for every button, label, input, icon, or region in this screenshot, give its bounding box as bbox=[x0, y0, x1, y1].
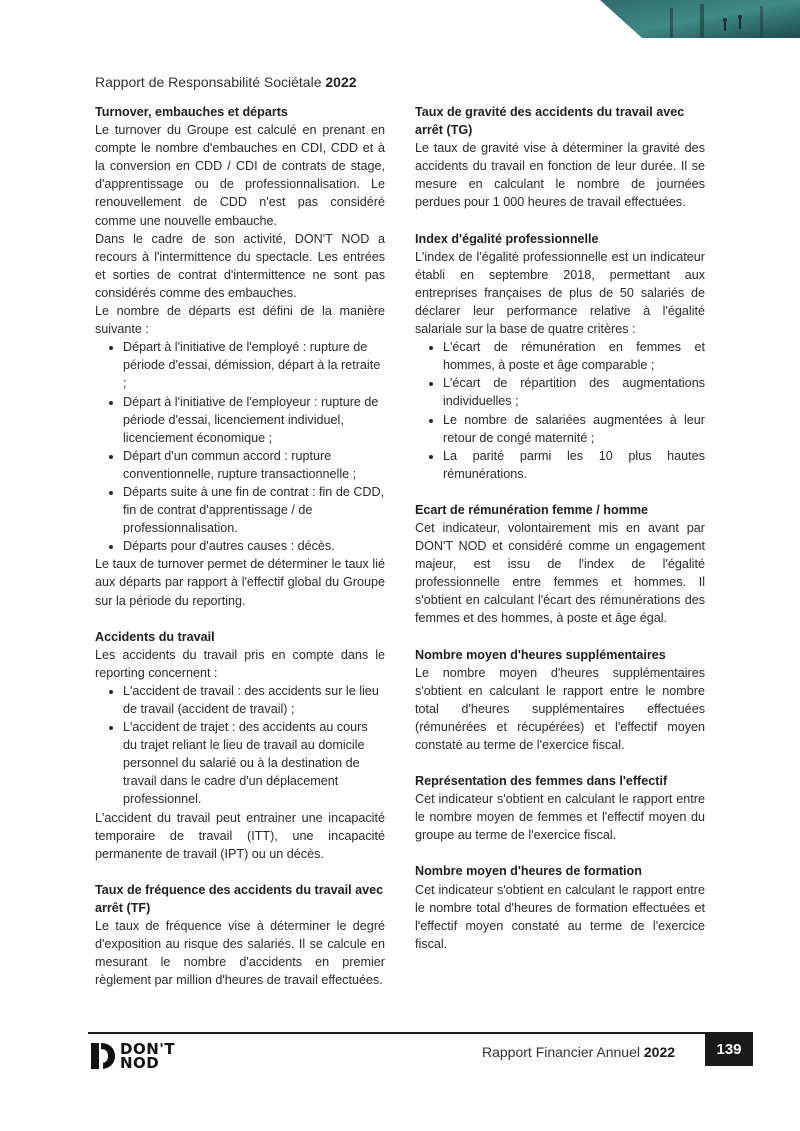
tg-paragraph: Le taux de gravité vise à déterminer la gravité des accidents du travail en fonction de leur durée. Il se mesure en calculant le nombre de journées perdues pour 1 000 heures de travail effectuées. bbox=[415, 141, 705, 210]
turnover-heading: Turnover, embauches et départs bbox=[95, 105, 288, 119]
logo-text-line-2: NOD bbox=[120, 1054, 160, 1072]
dontnod-logo bbox=[90, 1040, 175, 1072]
list-item: • Départs suite à une fin de contrat : fin de CDD, fin de contrat d'apprentissage / de professionnalisation. bbox=[123, 483, 385, 537]
list-item: • L'écart de rémunération en femmes et hommes, à poste et âge comparable ; bbox=[443, 338, 705, 374]
index-paragraph: L'index de l'égalité professionnelle est un indicateur établi en septembre 2018, permettant aux entreprises françaises de plus de 50 salariés de déclarer leur performance relative à l'égalité salariale sur la base de quatre critères : bbox=[415, 249, 705, 337]
logo-text-line-1: DON'T bbox=[120, 1040, 176, 1058]
accidents-list bbox=[95, 682, 385, 809]
turnover-paragraph-3: Le nombre de départs est défini de la manière suivante : bbox=[95, 304, 385, 337]
accidents-paragraph-2: L'accident du travail peut entrainer une incapacité temporaire de travail (ITT), une incapacité permanente de travail (IPT) ou un décès. bbox=[95, 810, 385, 861]
tf-heading: Taux de fréquence des accidents du travail avec arrêt (TF) bbox=[95, 882, 384, 915]
left-column bbox=[95, 103, 385, 989]
ecart-paragraph: Cet indicateur, volontairement mis en avant par DON'T NOD et considéré comme un engagement majeur, est issu de l'index de l'égalité professionnelle entre femmes et hommes. Il s'obtient en calculant l'écart des rémunérations des femmes et des hommes, à poste et âge égal. bbox=[415, 520, 705, 626]
page-number: 139 bbox=[705, 1032, 753, 1066]
right-column bbox=[415, 103, 705, 953]
footer-title-text: Rapport Financier Annuel bbox=[482, 1044, 640, 1060]
index-heading: Index d'égalité professionnelle bbox=[415, 231, 599, 246]
turnover-paragraph-4: Le taux de turnover permet de déterminer le taux lié aux départs par rapport à l'effectif global du Groupe sur la période du reporting. bbox=[95, 557, 385, 608]
list-item: • Départ à l'initiative de l'employé : rupture de période d'essai, démission, départ à la retraite ; bbox=[123, 338, 385, 392]
dontnod-logo-icon bbox=[90, 1041, 116, 1071]
tf-paragraph: Le taux de fréquence vise à déterminer le degré d'exposition au risque des salariés. Il se calcule en mesurant le nombre d'accidents en premier règlement par million d'heures de travail effectuées. bbox=[95, 919, 385, 988]
footer-divider bbox=[88, 1032, 753, 1034]
footer-year: 2022 bbox=[643, 1044, 676, 1060]
accidents-heading: Accidents du travail bbox=[95, 629, 215, 644]
list-item: • L'écart de répartition des augmentations individuelles ; bbox=[443, 374, 705, 410]
women-representation-heading: Représentation des femmes dans l'effectif bbox=[415, 774, 668, 789]
list-item: • Le nombre de salariées augmentées à leur retour de congé maternité ; bbox=[443, 411, 705, 447]
page-header bbox=[95, 74, 357, 90]
overtime-paragraph: Le nombre moyen d'heures supplémentaires s'obtient en calculant le rapport entre le nombre total d'heures supplémentaires effectuées (rémunérées et récupérées) et l'effectif moyen constaté au terme de l'exercice fiscal. bbox=[415, 665, 705, 752]
list-item: • L'accident de travail : des accidents sur le lieu de travail (accident de travail) ; bbox=[123, 682, 385, 718]
turnover-paragraph-1: Le turnover du Groupe est calculé en prenant en compte le nombre d'embauches en CDI, CDD et à la conversion en CDD / CDI de contrats de stage, d'apprentissage ou de professionnalisation. Le renouvellement de CDD n'est pas considéré comme une nouvelle embauche. bbox=[95, 123, 385, 228]
overtime-heading: Nombre moyen d'heures supplémentaires bbox=[415, 647, 666, 662]
tg-heading: Taux de gravité des accidents du travail avec arrêt (TG) bbox=[415, 105, 685, 138]
list-item: • Départs pour d'autres causes : décès. bbox=[123, 537, 385, 555]
accidents-paragraph-1: Les accidents du travail pris en compte dans le reporting concernent : bbox=[95, 647, 385, 680]
list-item: • Départ d'un commun accord : rupture conventionnelle, rupture transactionnelle ; bbox=[123, 447, 385, 483]
turnover-paragraph-2: Dans le cadre de son activité, DON'T NOD a recours à l'intermittence du spectacle. Les entrées et sorties de contrat d'intermittence ne sont pas considérés comme des embauches. bbox=[95, 231, 385, 300]
header-title: Rapport de Responsabilité Sociétale bbox=[95, 74, 322, 90]
ecart-heading: Ecart de rémunération femme / homme bbox=[415, 502, 649, 517]
departures-list bbox=[95, 338, 385, 555]
women-representation-paragraph: Cet indicateur s'obtient en calculant le rapport entre le nombre moyen de femmes et l'effectif moyen du groupe au terme de l'exercice fiscal. bbox=[415, 792, 705, 843]
training-heading: Nombre moyen d'heures de formation bbox=[415, 864, 642, 879]
criteria-list bbox=[415, 338, 705, 483]
header-year: 2022 bbox=[325, 74, 357, 90]
header-photo-banner bbox=[600, 0, 800, 38]
list-item: • La parité parmi les 10 plus hautes rémunérations. bbox=[443, 447, 705, 483]
list-item: • Départ à l'initiative de l'employeur : rupture de période d'essai, licenciement individuel, licenciement économique ; bbox=[123, 393, 385, 447]
footer-title bbox=[482, 1044, 675, 1060]
list-item: • L'accident de trajet : des accidents au cours du trajet reliant le lieu de travail au domicile personnel du salarié ou à la destination de travail dans le cadre d'un déplacement professionnel. bbox=[123, 718, 385, 808]
training-paragraph: Cet indicateur s'obtient en calculant le rapport entre le nombre total d'heures de formation effectuées et l'effectif moyen constaté au terme de l'exercice fiscal. bbox=[415, 882, 705, 951]
